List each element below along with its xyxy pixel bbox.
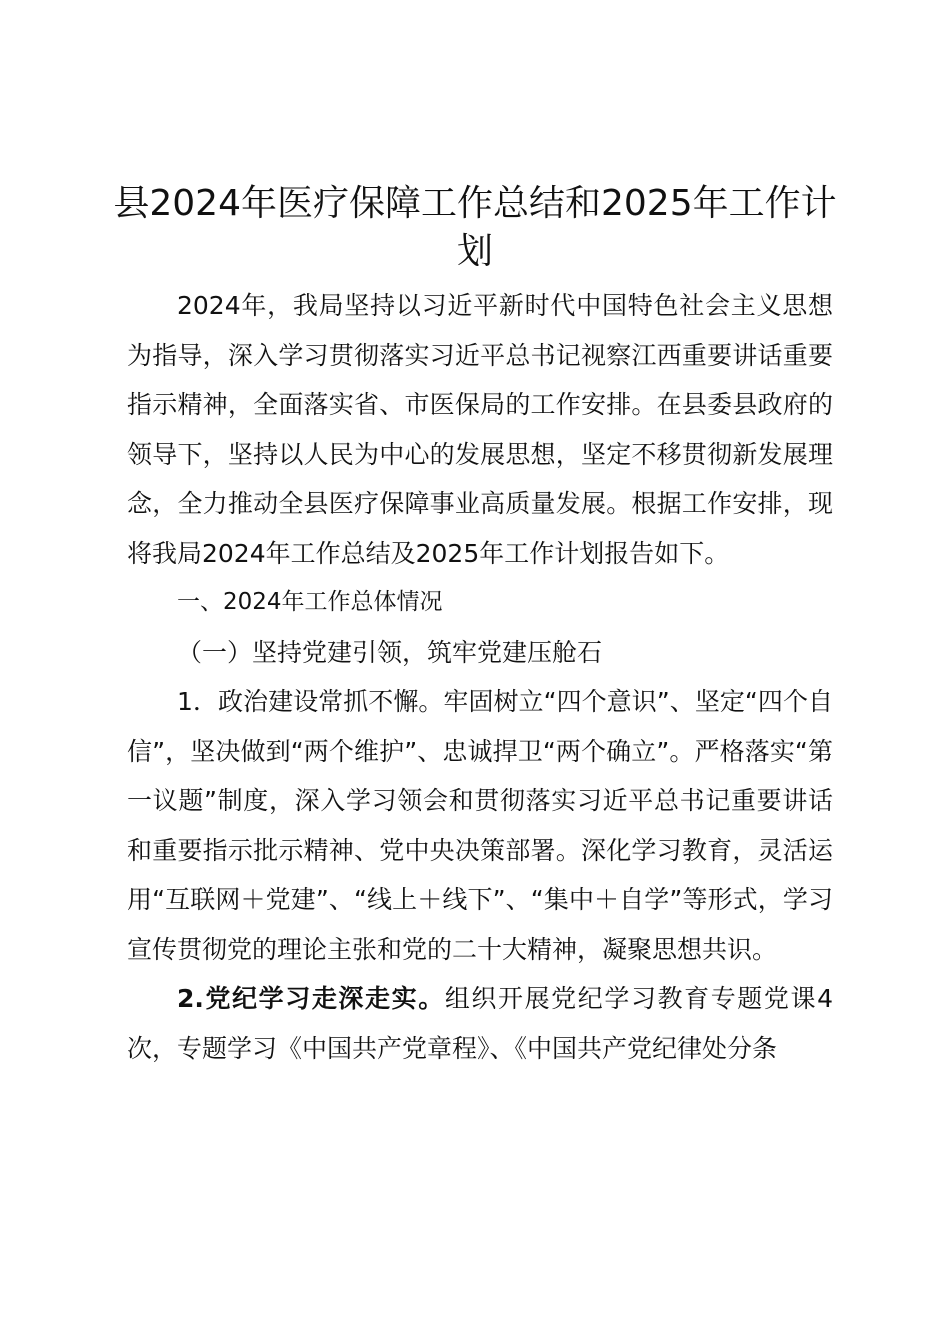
subsection-heading: （一）坚持党建引领，筑牢党建压舱石	[177, 637, 603, 667]
intro-paragraph: 2024年，我局坚持以习近平新时代中国特色社会主义思想为指导，深入学习贯彻落实习近平总书记视察江西重要讲话重要指示精神，全面落实省、市医保局的工作安排。在县委县政府的领导下，坚持以人民为中心的发展思想，坚定不移贯彻新发展理念，全力推动全县医疗保障事业高质量发展。根据工作安排，现将我局2024年工作总结及2025年工作计划报告如下。	[127, 291, 833, 568]
section-heading: 一、2024年工作总体情况	[177, 589, 443, 615]
document-title: 县2024年医疗保障工作总结和2025年工作计划	[113, 183, 837, 272]
item-2-text: 组织开展党纪学习教育专题党课4次，专题学习《中国共产党章程》、《中国共产党纪律处分条	[127, 984, 833, 1063]
document-body	[127, 281, 833, 1073]
item-paragraph-2	[127, 974, 833, 1073]
item-paragraph-1: 1．政治建设常抓不懈。牢固树立“四个意识”、坚定“四个自信”，坚决做到“两个维护”、忠诚捍卫“两个确立”。严格落实“第一议题”制度，深入学习领会和贯彻落实习近平总书记重要讲话和重要指示批示精神、党中央决策部署。深化学习教育，灵活运用“互联网＋党建”、“线上＋线下”、“集中＋自学”等形式，学习宣传贯彻党的理论主张和党的二十大精神，凝聚思想共识。	[127, 687, 833, 964]
item-2-lead: 2.党纪学习走深走实。	[177, 984, 445, 1013]
